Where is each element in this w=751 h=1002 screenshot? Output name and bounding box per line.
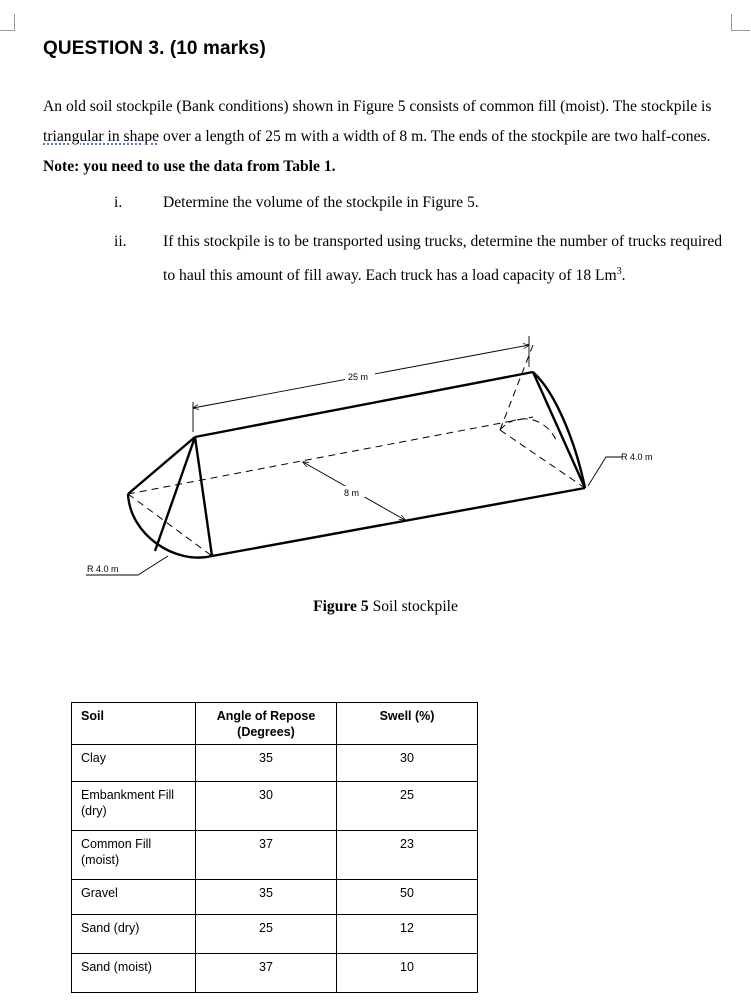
swell-cell: 25 <box>337 782 478 831</box>
angle-cell: 25 <box>196 915 337 954</box>
question-number-i: i. <box>114 194 123 211</box>
hidden-right-cone-line <box>500 345 533 430</box>
hidden-left-base-line <box>128 494 212 556</box>
figure-caption-number: Figure 5 <box>313 598 369 615</box>
question-number-ii: ii. <box>114 233 127 250</box>
soil-cell: Embankment Fill (dry) <box>72 782 196 831</box>
soil-cell: Common Fill (moist) <box>72 831 196 880</box>
table-header-row <box>72 703 478 745</box>
table-row <box>72 880 478 915</box>
radius-right-leader <box>588 457 622 486</box>
question-text-ii-end: . <box>621 267 626 285</box>
table-row <box>72 782 478 831</box>
front-left-edge <box>195 437 212 556</box>
intro-underlined: triangular in shape <box>43 128 160 145</box>
intro-paragraph <box>43 92 723 182</box>
intro-note: Note: you need to use the data from Table 1. <box>43 158 336 175</box>
swell-cell: 12 <box>337 915 478 954</box>
table-row <box>72 831 478 880</box>
swell-cell: 23 <box>337 831 478 880</box>
base-front-edge <box>212 488 585 556</box>
intro-part2: over a length of 25 m with a width of 8 m. The ends of the stockpile are two half-cones. <box>159 128 711 145</box>
header-angle: Angle of Repose (Degrees) <box>196 703 337 745</box>
question-text-ii-sup: 3 <box>616 266 622 277</box>
front-right-edge <box>533 372 585 488</box>
header-soil: Soil <box>72 703 196 745</box>
figure-caption <box>0 598 751 616</box>
question-text-i: Determine the volume of the stockpile in Figure 5. <box>163 194 479 211</box>
swell-cell: 30 <box>337 745 478 782</box>
crop-mark-right <box>731 14 750 31</box>
width-label: 8 m <box>344 488 360 498</box>
soil-cell: Sand (moist) <box>72 954 196 993</box>
table-row <box>72 915 478 954</box>
question-text-ii-body: If this stockpile is to be transported using trucks, determine the number of trucks required to haul this amount of fill away. Each truck has a load capacity of 18 Lm <box>163 233 723 285</box>
crop-mark-left <box>0 14 15 31</box>
intro-part1: An old soil stockpile (Bank conditions) shown in Figure 5 consists of common fill (moist). The stockpile is <box>43 98 712 115</box>
question-heading: QUESTION 3. (10 marks) <box>43 38 266 59</box>
angle-cell: 35 <box>196 880 337 915</box>
angle-cell: 30 <box>196 782 337 831</box>
soil-cell: Sand (dry) <box>72 915 196 954</box>
radius-left-label: R 4.0 m <box>87 564 119 574</box>
table-row <box>72 745 478 782</box>
soil-table <box>71 702 478 993</box>
swell-cell: 10 <box>337 954 478 993</box>
soil-cell: Clay <box>72 745 196 782</box>
figure-caption-text: Soil stockpile <box>368 598 458 615</box>
stockpile-figure <box>0 330 751 590</box>
stockpile-outline <box>128 372 585 558</box>
angle-cell: 37 <box>196 831 337 880</box>
length-label: 25 m <box>348 372 369 382</box>
question-text-ii <box>163 227 723 291</box>
radius-right-label: R 4.0 m <box>621 452 653 462</box>
table-row <box>72 954 478 993</box>
angle-cell: 37 <box>196 954 337 993</box>
soil-cell: Gravel <box>72 880 196 915</box>
header-swell: Swell (%) <box>337 703 478 745</box>
angle-cell: 35 <box>196 745 337 782</box>
swell-cell: 50 <box>337 880 478 915</box>
